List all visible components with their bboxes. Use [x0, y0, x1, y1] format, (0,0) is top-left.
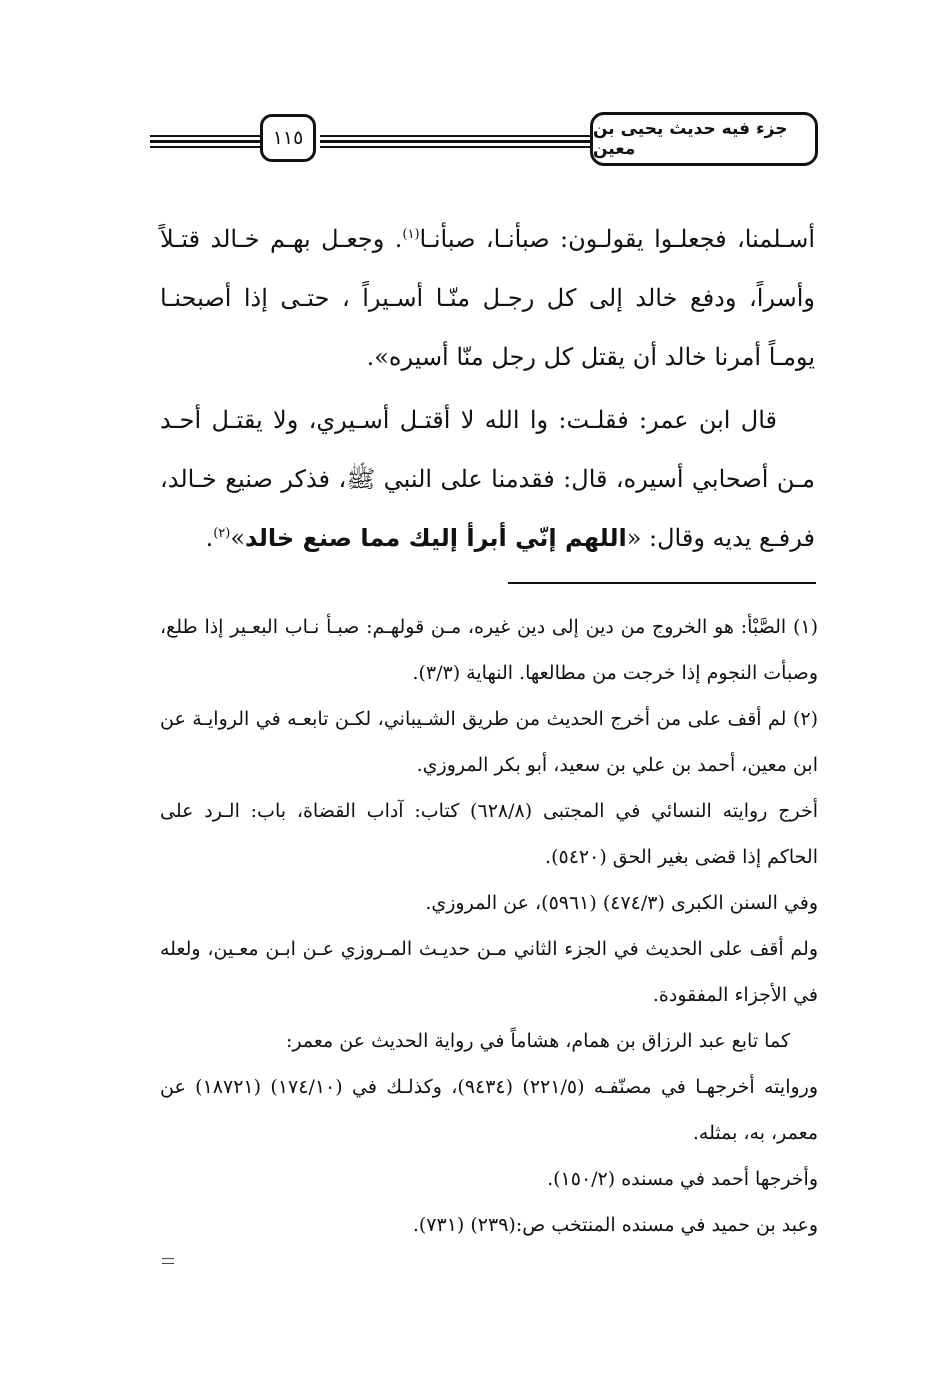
footnote-ref-2: (٢)	[213, 526, 231, 541]
footnote-2-para-f: وروايته أخرجهـا في مصنّفـه (٢٢١/٥) (٩٤٣٤)، وكذلـك في (١٧٤/١٠) (١٨٧٢١) عن معمر، به، بمثله.	[160, 1076, 819, 1144]
footnotes	[160, 604, 818, 1248]
header-rule-left	[150, 135, 260, 149]
footnote-2-para-h: وعبد بن حميد في مسنده المنتخب ص:(٢٣٩) (٧٣١).	[412, 1214, 818, 1236]
header-rule-middle	[320, 135, 590, 149]
paragraph-1	[160, 210, 815, 387]
p2-hadith-quote: اللهم إنّي أبرأ إليك مما صنع خالد	[245, 524, 627, 552]
footnote-separator	[508, 582, 816, 584]
main-text	[160, 210, 815, 568]
p2-text: قال ابن عمر: فقلـت: وا الله لا أقتـل أسـيري، ولا يقتـل أحـد مـن أصحابي أسيره، قال: فقدمنا على النبي ﷺ، فذكر صنيع خـالد، فرفـع يديه وقال: «	[160, 406, 815, 552]
page-number: ١١٥	[260, 114, 316, 162]
footnote-2-para-d: ولم أقف على الحديث في الجزء الثاني مـن حديـث المـروزي عـن ابـن معـين، ولعله في الأجزاء المفقودة.	[160, 938, 818, 1006]
footnote-2-para-c: وفي السنن الكبرى (٤٧٤/٣) (٥٩٦١)، عن المروزي.	[425, 892, 818, 914]
footnote-1: (١) الصَّبْأ: هو الخروج من دين إلى دين غيره، مـن قولهـم: صبـأ نـاب البعـير إذا طلع، وصبأت النجوم إذا خرجت من مطالعها. النهاية (٣/٣).	[160, 616, 818, 684]
footnote-2-para-e: كما تابع عبد الرزاق بن همام، هشاماً في رواية الحديث عن معمر:	[286, 1030, 790, 1052]
page-header	[150, 108, 818, 168]
book-title: جزء فيه حديث يحيى بن معين	[590, 112, 818, 166]
footnote-ref-1: (١)	[402, 227, 420, 242]
footnote-2-para-g: وأخرجها أحمد في مسنده (١٥٠/٢).	[547, 1168, 818, 1190]
p2-end: .	[205, 524, 214, 552]
p1-text: أسـلمنا، فجعلـوا يقولـون: صبأنـا، صبأنـا	[419, 225, 815, 253]
p1-rest: . وجعـل بهـم خـالد قتـلاً وأسراً، ودفع خالد إلى كل رجـل منّـا أسـيراً ، حتـى إذا أصبحنـا يومـاً أمرنا خالد أن يقتل كل رجل منّا أسيره».	[160, 225, 815, 371]
footnote-2: (٢) لم أقف على من أخرج الحديث من طريق الشـيباني، لكـن تابعـه في الروايـة عن ابن معين، أحمد بن علي بن سعيد، أبو بكر المروزي.	[160, 708, 818, 776]
p2-close-quote: »	[230, 524, 246, 552]
footnote-2-para-b: أخرج روايته النسائي في المجتبى (٦٢٨/٨) كتاب: آداب القضاة، باب: الـرد على الحاكم إذا قضى بغير الحق (٥٤٢٠).	[160, 800, 818, 868]
paragraph-2	[160, 391, 815, 568]
margin-mark	[162, 1258, 174, 1264]
